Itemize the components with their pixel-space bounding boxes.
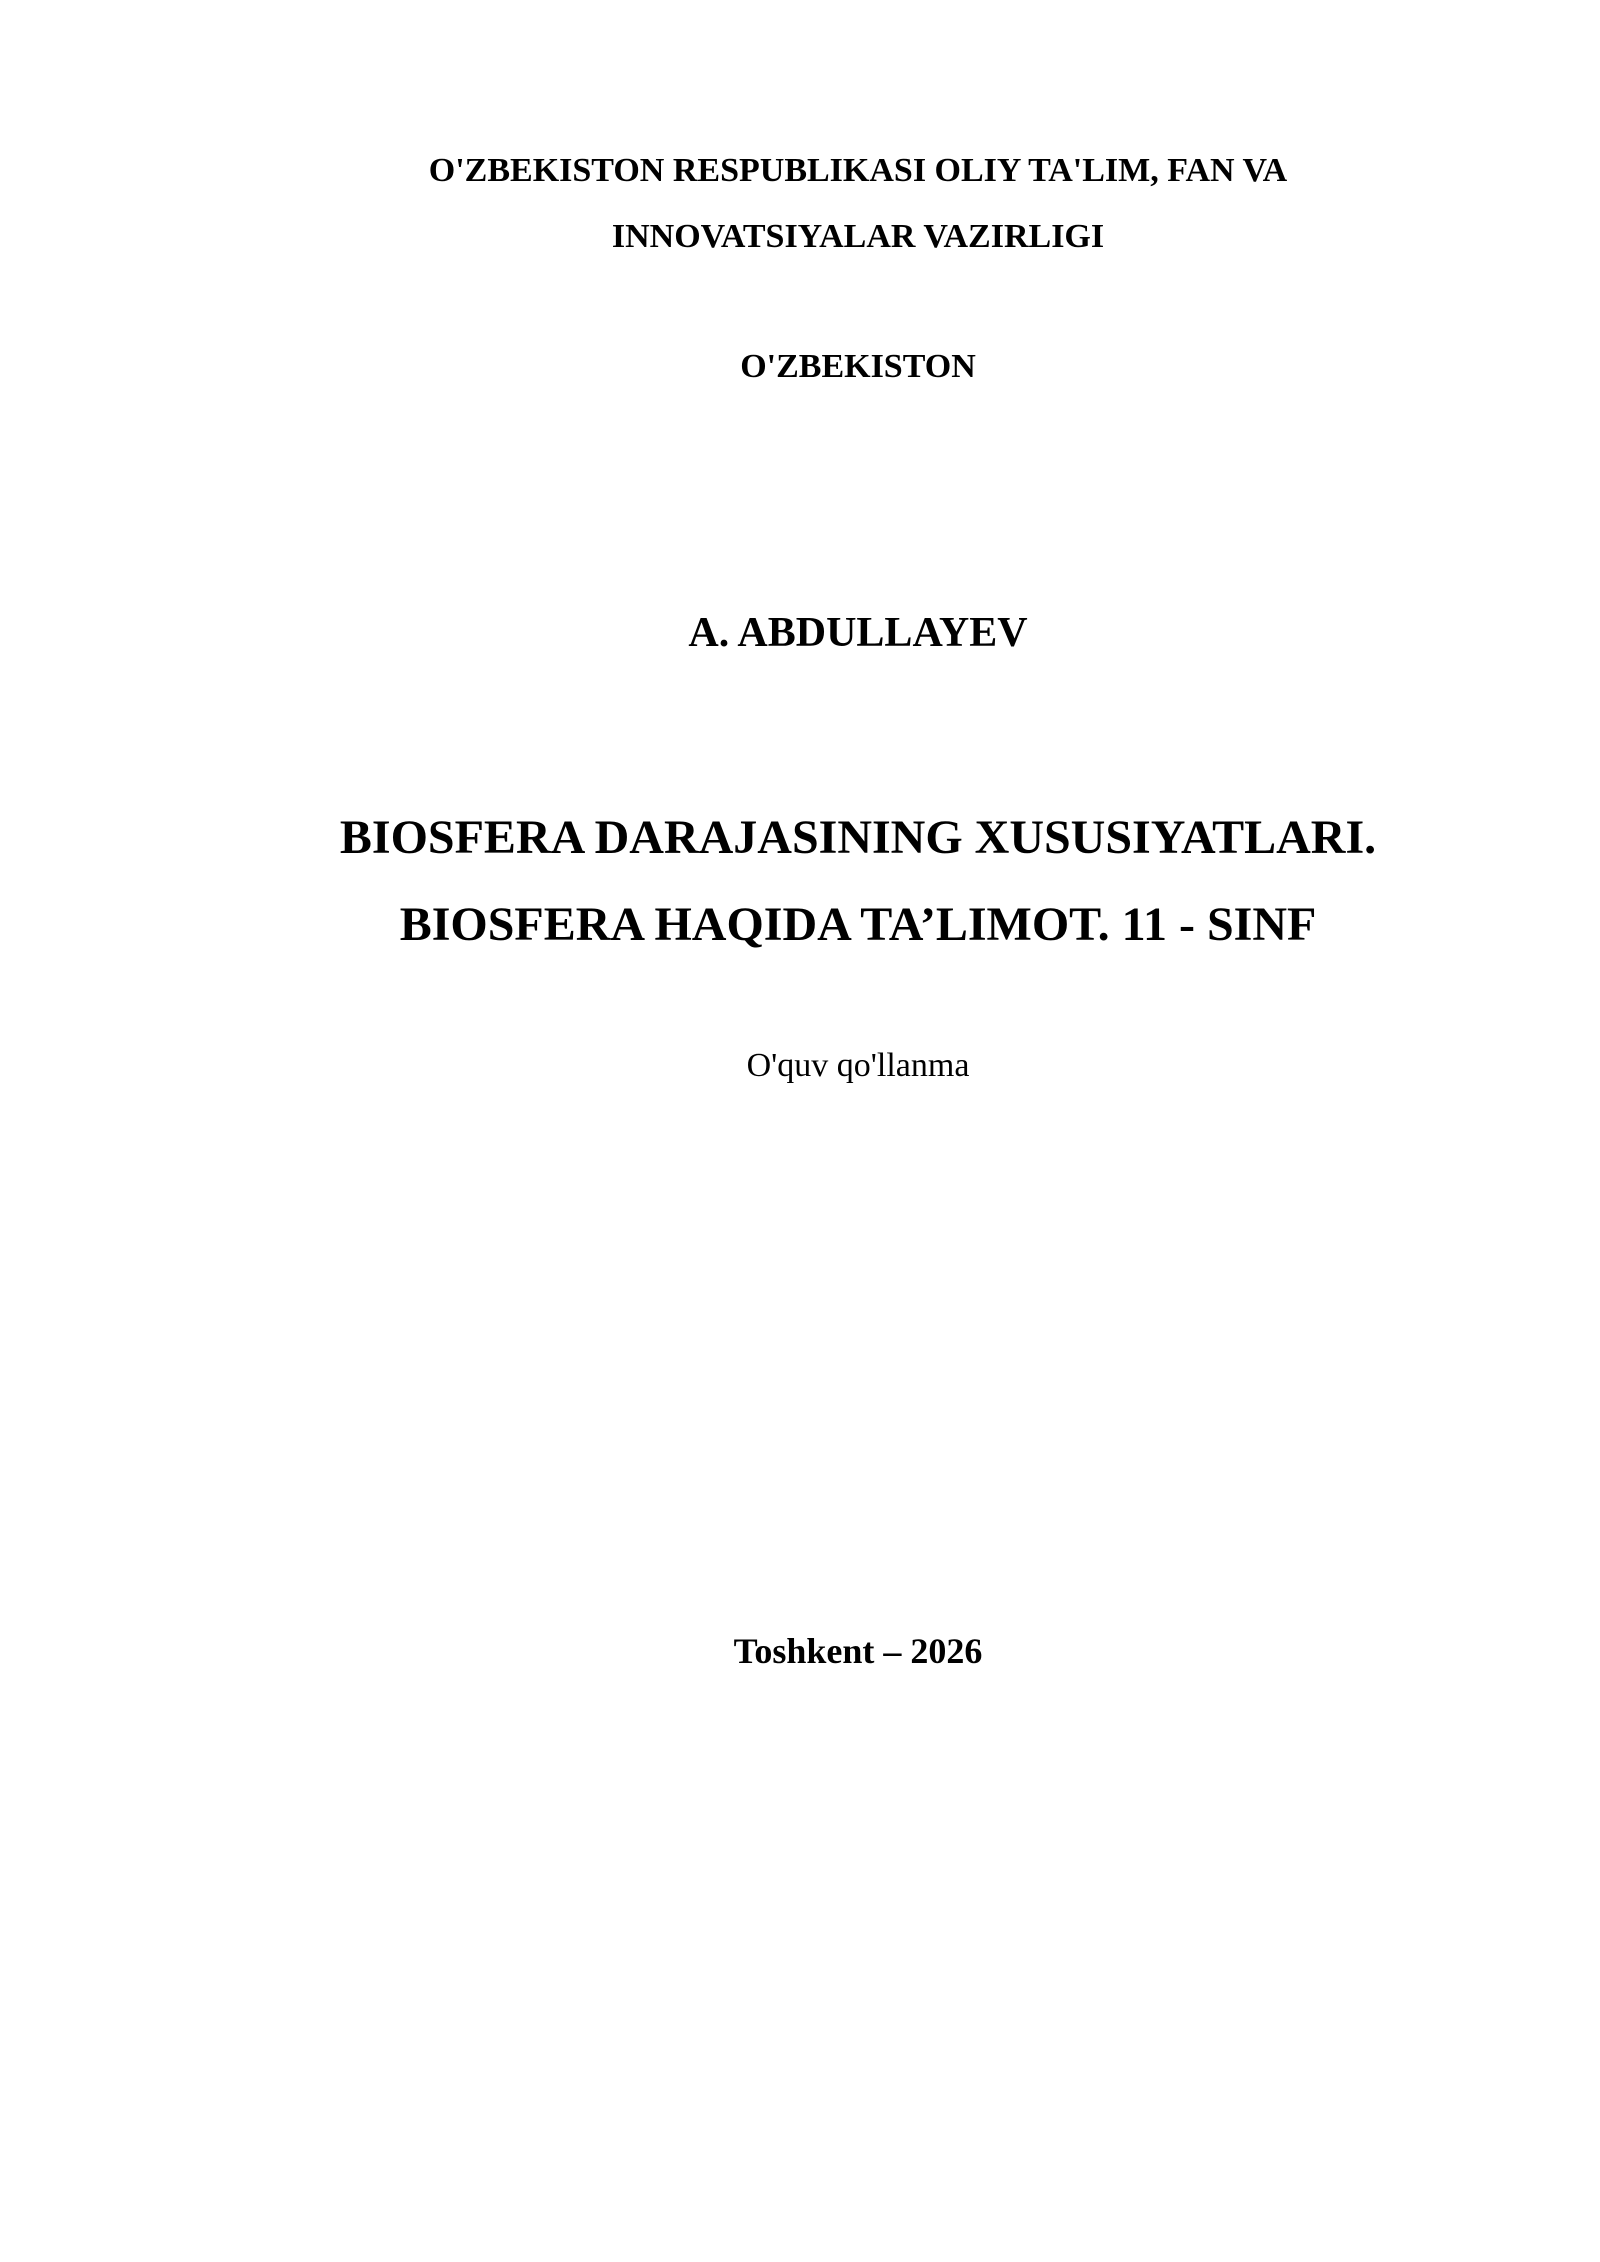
document-title-line-2: BIOSFERA HAQIDA TA’LIMOT. 11 - SINF xyxy=(399,898,1317,951)
document-subtitle: O'quv qo'llanma xyxy=(746,1047,970,1084)
ministry-name-line-2: INNOVATSIYALAR VAZIRLIGI xyxy=(611,218,1105,255)
country-name: O'ZBEKISTON xyxy=(740,348,976,385)
place-and-year: Toshkent – 2026 xyxy=(733,1631,983,1671)
ministry-name-line-1: O'ZBEKISTON RESPUBLIKASI OLIY TA'LIM, FAN VA xyxy=(428,152,1288,189)
document-title-line-1: BIOSFERA DARAJASINING XUSUSIYATLARI. xyxy=(339,811,1377,864)
author-name: A. ABDULLAYEV xyxy=(688,610,1028,656)
